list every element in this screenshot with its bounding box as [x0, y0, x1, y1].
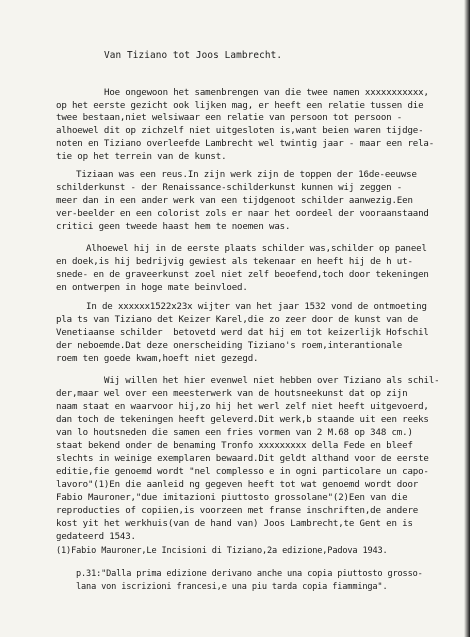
text-line: In de xxxxxx1522x23x wijter van het jaar 1532 vond de ontmoeting — [86, 302, 427, 312]
footnote-line: p.31:"Dalla prima edizione derivano anche una copia piuttosto grosso- — [76, 569, 423, 579]
text-line: meer dan in een ander werk van een tijdgenoot schilder aanwezig.Een — [56, 196, 413, 206]
text-line: naam staat en waarvoor hij,zo hij het werl zelf niet heeft uitgevoerd, — [56, 402, 429, 412]
text-line: en doek,is hij bedrijvig gewiest als tekenaar en heeft hij de h ut- — [56, 257, 413, 267]
text-line: reproducties of copiien,is voorzeen met franse inschriften,de andere — [56, 506, 419, 516]
text-line: Venetiaanse schilder betovetd werd dat hij em tot keizerlijk Hofschil — [56, 328, 429, 338]
text-line: ver-beelder en een colorist zols er naar het oordeel der vooraanstaand — [56, 209, 429, 219]
text-line: critici geen tweede haast hem te noemen was. — [56, 222, 291, 232]
text-line: staat bekend onder de benaming Tronfo xxxxxxxxx della Fede en bleef — [56, 441, 413, 451]
text-line: tie op het terrein van de kunst. — [56, 152, 227, 162]
text-line: pla ts van Tiziano det Keizer Karel,die zo zeer door de kunst van de — [56, 315, 419, 325]
text-line: Wij willen het hier evenwel niet hebben over Tiziano als schil- — [104, 376, 440, 386]
text-line: schilderkunst - der Renaissance-schilderkunst kunnen wij zeggen - — [56, 183, 403, 193]
text-line: slechts in weinige exemplaren bewaard.Dit geldt althand voor de eerste — [56, 454, 429, 464]
text-line: Alhoewel hij in de eerste plaats schilder was,schilder op paneel — [86, 244, 427, 254]
text-line: noten en Tiziano overleefde Lambrecht wel twintig jaar - maar een rela- — [56, 139, 435, 149]
text-line: editie,fie genoemd wordt "nel complesso e in ogni particolare un capo- — [56, 467, 429, 477]
document-title: Van Tiziano tot Joos Lambrecht. — [104, 50, 283, 61]
text-line: en ontwerpen in hoge mate beinvloed. — [56, 283, 248, 293]
text-line: der neboemde.Dat deze onerscheiding Tiziano's roem,interantionale — [56, 341, 403, 351]
text-line: dan toch de tekeningen heeft geleverd.Dit werk,b staande uit een reeks — [56, 415, 429, 425]
text-line: der,maar wel over een meesterwerk van de houtsneekunst dat op zijn — [56, 389, 408, 399]
text-line: kost yit het werkhuis(van de hand van) Joos Lambrecht,te Gent en is — [56, 519, 413, 529]
text-line: van lo houtsneden die samen een fries vormen van 2 M.68 op 348 cm.) — [56, 428, 413, 438]
text-line: roem ten goede kwam,hoeft niet gezegd. — [56, 354, 259, 364]
text-line: alhoewel dit op zichzelf niet uitgesloten is,want beien waren tijdge- — [56, 126, 424, 136]
scanned-page-edge — [464, 0, 470, 637]
footnote-line: (1)Fabio Mauroner,Le Incisioni di Tiziano,2a edizione,Padova 1943. — [56, 546, 388, 556]
text-line: gedateerd 1543. — [56, 532, 136, 542]
text-line: Hoe ongewoon het samenbrengen van die twee namen xxxxxxxxxxx, — [104, 88, 429, 98]
text-line: op het eerste gezicht ook lijken mag, er heeft een relatie tussen die — [56, 101, 424, 111]
footnote-line: lana von iscrizioni francesi,e una piu tarda copia fiamminga". — [76, 582, 388, 592]
text-line: Tiziaan was een reus.In zijn werk zijn de toppen der 16de-eeuwse — [76, 170, 417, 180]
text-line: lavoro"(1)En die aanleid ng gegeven heeft tot wat genoemd wordt door — [56, 480, 419, 490]
text-line: Fabio Mauroner,"due imitazioni piuttosto grossolane"(2)Een van die — [56, 493, 408, 503]
text-line: snede- en de graveerkunst zoel niet zelf beoefend,toch door tekeningen — [56, 270, 429, 280]
text-line: twee bestaan,niet welsiwaar een relatie van persoon tot persoon - — [56, 113, 403, 123]
